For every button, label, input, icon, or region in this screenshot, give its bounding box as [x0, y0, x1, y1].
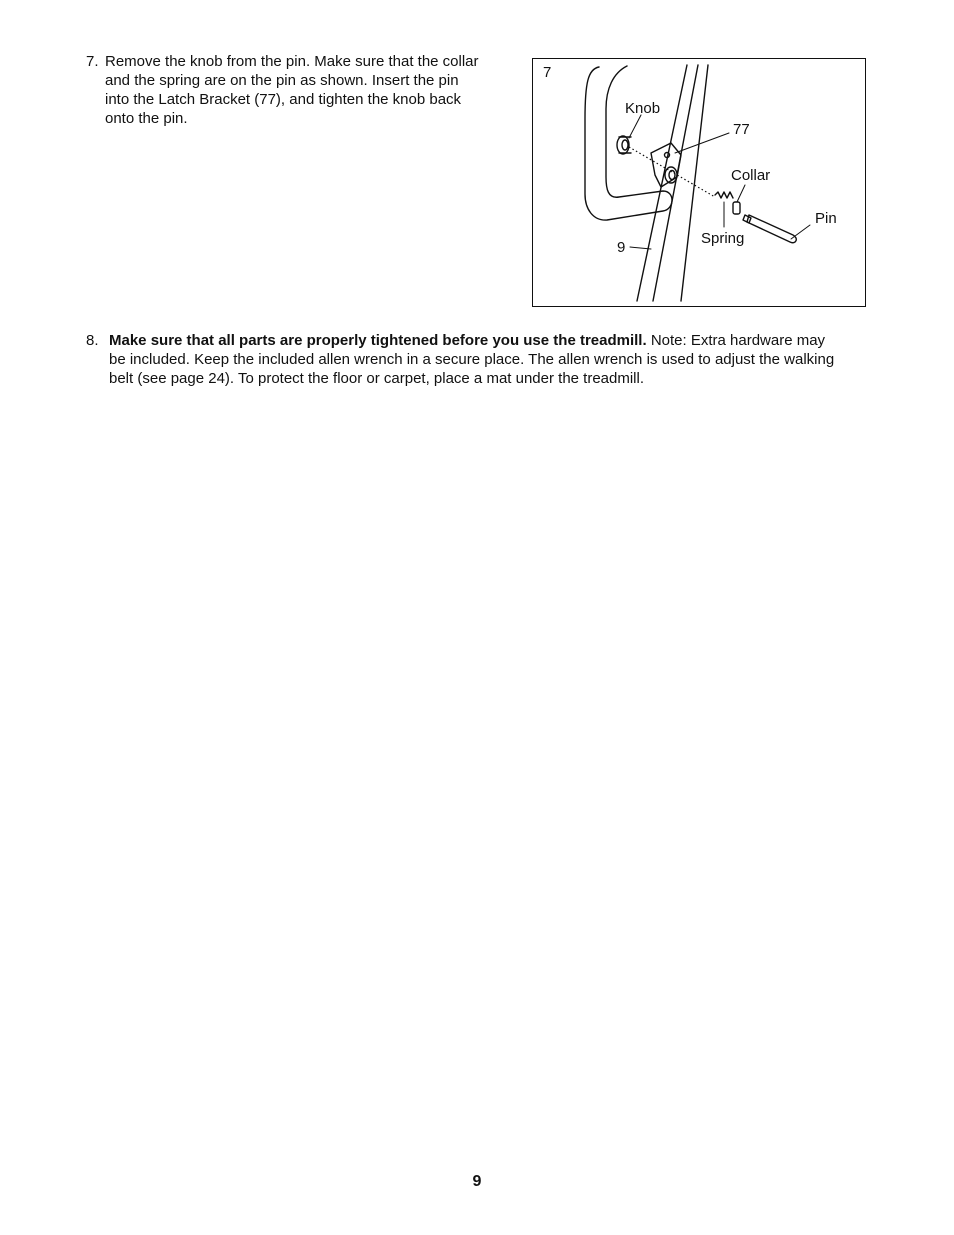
step-8-number: 8. — [86, 332, 99, 349]
step-8-line — [109, 331, 879, 350]
label-knob: Knob — [625, 100, 661, 117]
step-8-line: be included. Keep the included allen wrench in a secure place. The allen wrench is used to adjust the walking — [109, 351, 835, 368]
step-8-note: Note: Extra hardware may — [646, 332, 826, 349]
step-7-line: into the Latch Bracket (77), and tighten the knob back — [105, 91, 462, 108]
upright-tube-far — [681, 65, 708, 301]
label-collar: Collar — [731, 167, 771, 184]
label-9: 9 — [617, 239, 626, 256]
leader-collar — [737, 185, 745, 202]
pin-shape — [747, 215, 796, 243]
step-8-line: belt (see page 24). To protect the floor or carpet, place a mat under the treadmill. — [109, 370, 645, 387]
label-77: 77 — [733, 121, 750, 138]
step-7-line: onto the pin. — [105, 110, 188, 127]
leader-pin — [791, 225, 810, 239]
label-pin: Pin — [815, 210, 837, 227]
assembly-axis — [629, 147, 715, 197]
spring-shape — [715, 192, 733, 198]
step-8-text — [109, 331, 879, 388]
step-7-line: and the spring are on the pin as shown. Insert the pin — [105, 72, 459, 89]
leader-knob — [629, 115, 641, 138]
knob-shape — [617, 136, 629, 154]
step-7-text — [105, 52, 505, 128]
label-spring: Spring — [701, 230, 745, 247]
step-8-bold-text: Make sure that all parts are properly tightened before you use the treadmill. — [109, 332, 647, 349]
assembly-illustration — [533, 59, 867, 308]
collar-shape — [733, 202, 740, 214]
page-number: 9 — [472, 1173, 482, 1190]
figure-number: 7 — [543, 64, 552, 81]
assembly-figure — [532, 58, 866, 307]
step-7-line: Remove the knob from the pin. Make sure that the collar — [105, 53, 479, 70]
step-7-number: 7. — [86, 53, 99, 70]
